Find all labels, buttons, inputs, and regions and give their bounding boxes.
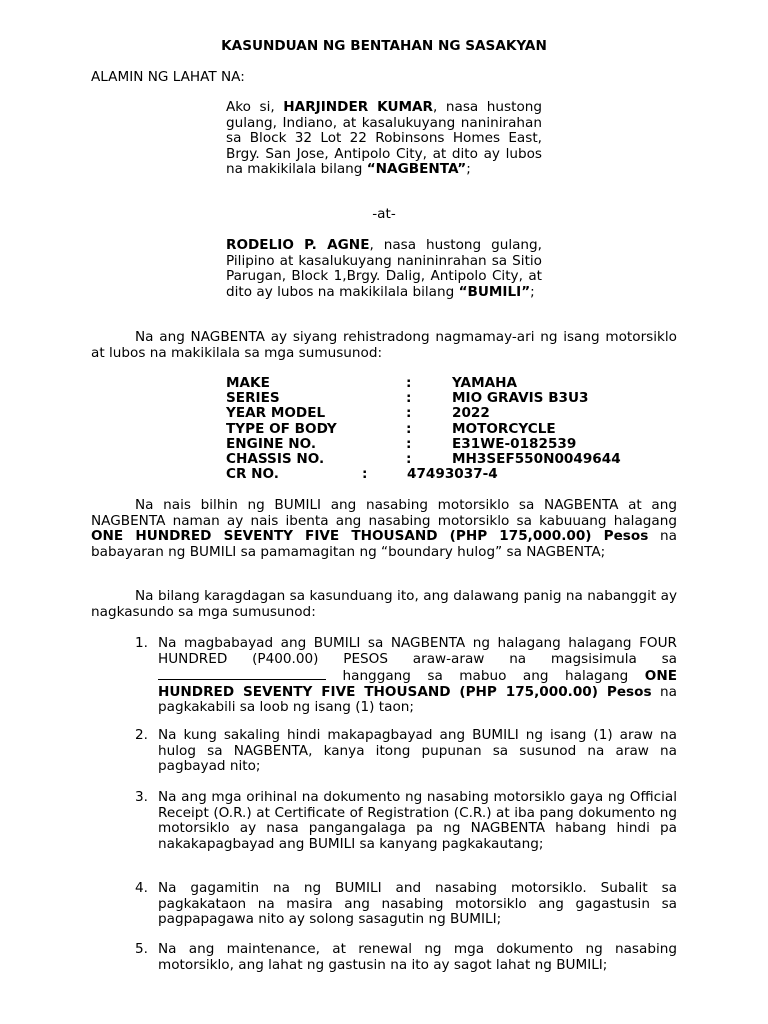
vehicle-label: SERIES xyxy=(226,390,280,406)
vehicle-label: YEAR MODEL xyxy=(226,405,326,421)
vehicle-value: YAMAHA xyxy=(452,375,518,391)
ownership-paragraph: Na ang NAGBENTA ay siyang rehistradong nagmamay-ari ng isang motorsiklo at lubos na makikilala sa mga sumusunod: xyxy=(91,329,677,361)
item-number: 3. xyxy=(135,789,148,805)
vehicle-value: 2022 xyxy=(452,405,490,421)
vehicle-value: MOTORCYCLE xyxy=(452,421,556,437)
salutation: ALAMIN NG LAHAT NA: xyxy=(91,69,245,85)
vehicle-label: CHASSIS NO. xyxy=(226,451,325,467)
item1-text-b: hanggang sa mabuo ang halagang xyxy=(326,668,645,685)
item1-text-c: na pagkakabili sa loob ng isang (1) taon; xyxy=(158,683,677,716)
seller-end: ; xyxy=(466,161,471,178)
buyer-text: , nasa hustong gulang, Pilipino at kasalukuyang nanininrahan sa Sitio Parugan, Block 1,Brgy. Dalig, Antipolo City, at dito ay lubos na makikilala bilang xyxy=(226,237,543,300)
seller-text: , nasa hustong gulang, Indiano, at kasalukuyang naninirahan sa Block 32 Lot 22 Robinsons Homes East, Brgy. San Jose, Antipolo City, at dito ay lubos na makikilala bilang xyxy=(226,99,543,178)
vehicle-value: E31WE-0182539 xyxy=(452,436,577,452)
cr-value: 47493037-4 xyxy=(407,466,498,482)
seller-paragraph xyxy=(226,100,542,178)
document-title: KASUNDUAN NG BENTAHAN NG SASAKYAN xyxy=(221,38,547,54)
vehicle-colon: : xyxy=(406,405,412,421)
vehicle-colon: : xyxy=(406,436,412,452)
vehicle-colon: : xyxy=(406,390,412,406)
sale-amount: ONE HUNDRED SEVENTY FIVE THOUSAND (PHP 175,000.00) Pesos xyxy=(91,528,649,545)
vehicle-value: MIO GRAVIS B3U3 xyxy=(452,390,589,406)
seller-name: HARJINDER KUMAR xyxy=(283,99,434,115)
seller-intro: Ako si, xyxy=(226,99,284,115)
cr-colon: : xyxy=(362,466,368,482)
start-date-blank xyxy=(158,667,326,680)
vehicle-colon: : xyxy=(406,421,412,437)
item-number: 1. xyxy=(135,635,148,651)
buyer-end: ; xyxy=(530,283,535,300)
buyer-name: RODELIO P. AGNE xyxy=(226,237,370,253)
vehicle-label: TYPE OF BODY xyxy=(226,421,337,437)
terms-paragraph: Na bilang karagdagan sa kasunduang ito, ang dalawang panig na nabanggit ay nagkasundo sa mga sumusunod: xyxy=(91,588,677,620)
separator: -at- xyxy=(372,206,396,222)
item1-amount: ONE HUNDRED SEVENTY FIVE THOUSAND (PHP 175,000.00) Pesos xyxy=(158,668,677,700)
vehicle-colon: : xyxy=(406,375,412,391)
item-number: 2. xyxy=(135,727,148,743)
sale-paragraph xyxy=(91,498,677,560)
term-item-2: Na kung sakaling hindi makapagbayad ang BUMILI ng isang (1) araw na hulog sa NAGBENTA, kanya itong pupunan sa susunod na araw na pagbayad nito; xyxy=(158,727,677,775)
vehicle-label: ENGINE NO. xyxy=(226,436,317,452)
sale-text-a: Na nais bilhin ng BUMILI ang nasabing motorsiklo sa NAGBENTA at ang NAGBENTA naman ay nais ibenta ang nasabing motorsiklo sa kabuuang halagang xyxy=(91,497,677,529)
vehicle-colon: : xyxy=(406,451,412,467)
item-number: 4. xyxy=(135,880,148,896)
seller-role: “NAGBENTA” xyxy=(366,161,467,178)
term-item-1 xyxy=(158,636,677,716)
sale-text-b: na babayaran ng BUMILI sa pamamagitan ng “boundary hulog” sa NAGBENTA; xyxy=(91,528,677,560)
term-item-3: Na ang mga orihinal na dokumento ng nasabing motorsiklo gaya ng Official Receipt (O.R.) at Certificate of Registration (C.R.) at iba pang dokumento ng motorsiklo ay nasa pangangalaga pa ng NAGBENTA habang hindi pa nakakapagbayad ang BUMILI sa kanyang pagkakautang; xyxy=(158,789,677,852)
term-item-4: Na gagamitin na ng BUMILI and nasabing motorsiklo. Subalit sa pagkakataon na masira ang nasabing motorsiklo ang gagastusin sa pagpapagawa nito ay solong sasagutin ng BUMILI; xyxy=(158,880,677,928)
buyer-role: “BUMILI” xyxy=(458,283,531,300)
cr-row xyxy=(226,466,498,482)
item1-text-a: Na magbabayad ang BUMILI sa NAGBENTA ng halagang halagang FOUR HUNDRED (P400.00) PESOS araw-araw na magsisimula sa xyxy=(158,635,677,667)
vehicle-label: MAKE xyxy=(226,375,270,391)
term-item-5: Na ang maintenance, at renewal ng mga dokumento ng nasabing motorsiklo, ang lahat ng gastusin na ito ay sagot lahat ng BUMILI; xyxy=(158,941,677,973)
vehicle-value: MH3SEF550N0049644 xyxy=(452,451,621,467)
buyer-paragraph xyxy=(226,238,542,300)
item-number: 5. xyxy=(135,941,148,957)
cr-label: CR NO. xyxy=(226,466,279,482)
